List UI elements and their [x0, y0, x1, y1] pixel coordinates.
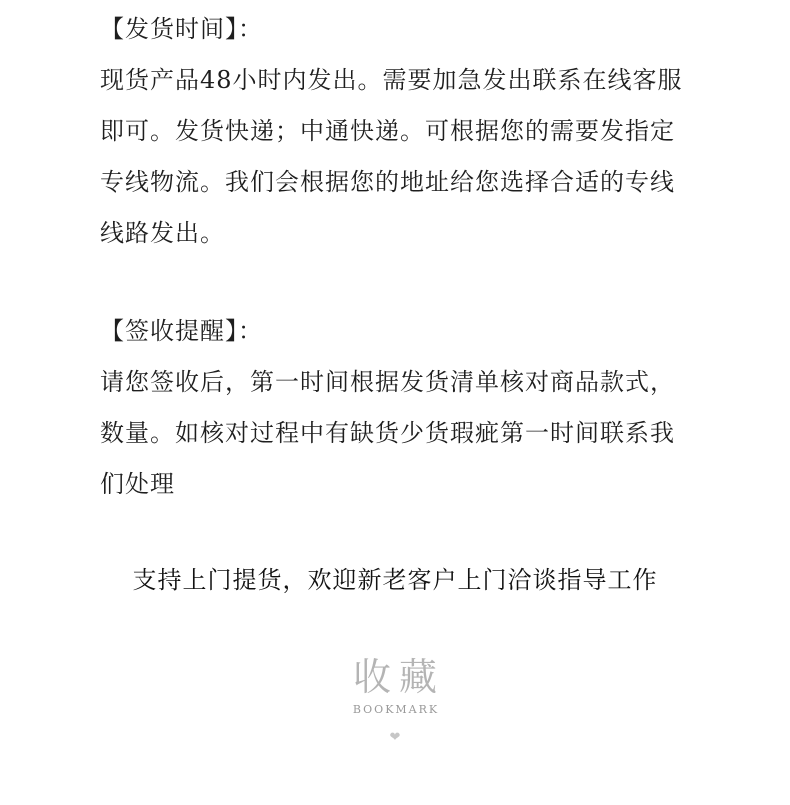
shipping-text-line: 即可。发货快递；中通快递。可根据您的需要发指定	[100, 117, 675, 145]
bookmark-widget[interactable]	[0, 652, 790, 746]
receipt-text-line: 请您签收后，第一时间根据发货清单核对商品款式，	[100, 368, 675, 396]
bookmark-title[interactable]: 收藏	[352, 655, 445, 699]
receipt-text-line: 数量。如核对过程中有缺货少货瑕疵第一时间联系我	[100, 419, 675, 447]
bookmark-subtitle: BOOKMARK	[352, 703, 440, 716]
shipping-section	[100, 4, 700, 259]
receipt-text-line: 们处理	[100, 470, 175, 498]
receipt-section	[100, 306, 700, 510]
heart-icon[interactable]: ❤	[389, 730, 401, 745]
pickup-notice: 支持上门提货，欢迎新老客户上门洽谈指导工作	[132, 566, 658, 594]
shipping-text-line: 线路发出。	[100, 219, 225, 247]
shipping-text-line: 专线物流。我们会根据您的地址给您选择合适的专线	[100, 168, 675, 196]
shipping-text-line: 现货产品48小时内发出。需要加急发出联系在线客服	[100, 66, 683, 94]
shipping-heading: 【发货时间】：	[100, 15, 263, 43]
receipt-heading: 【签收提醒】：	[100, 317, 263, 345]
